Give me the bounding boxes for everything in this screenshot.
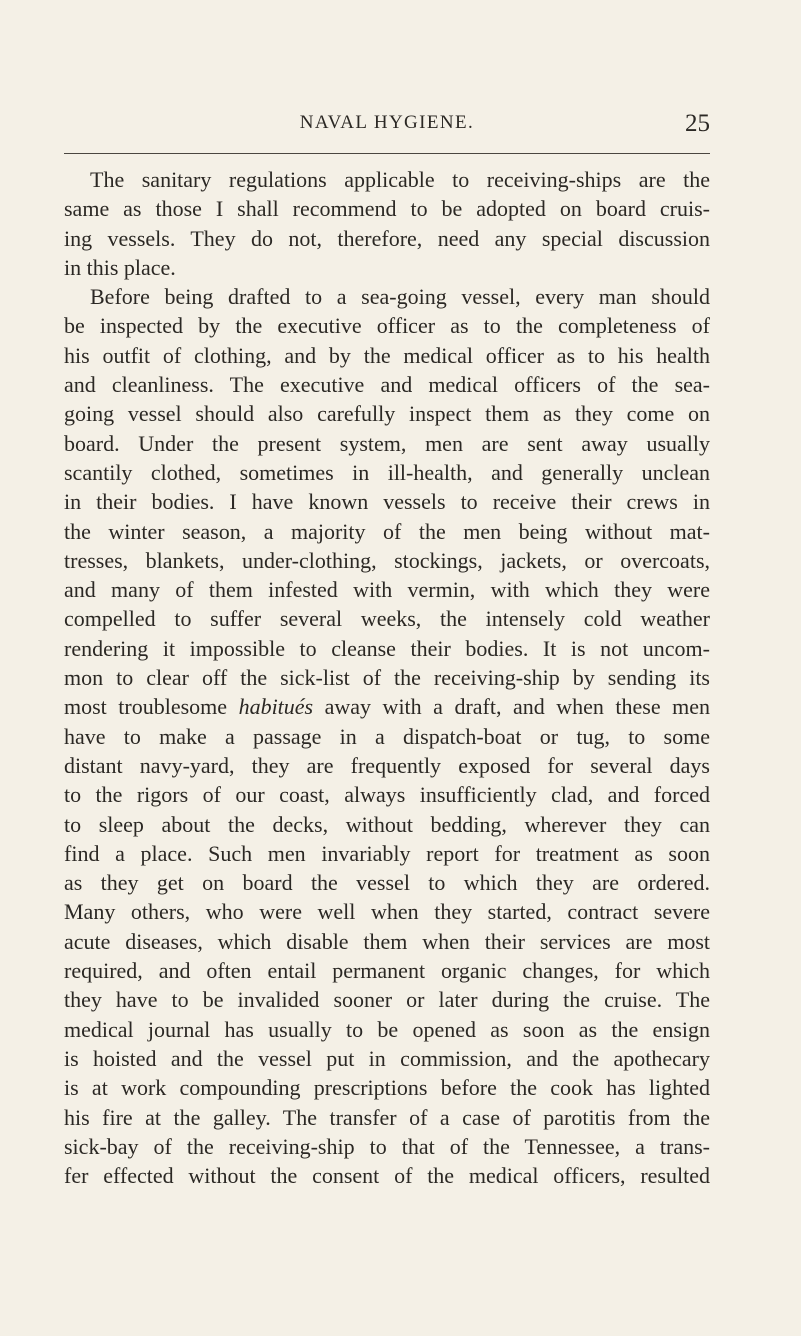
text-line: as they get on board the vessel to which they are ordered.: [64, 870, 710, 896]
body-text: [64, 165, 710, 1190]
paragraph-drafting: [64, 282, 710, 1190]
text-line: is hoisted and the vessel put in commission, and the apothecary: [64, 1045, 710, 1071]
text-fragment: away with a draft, and when these men: [313, 694, 710, 720]
text-line: to the rigors of our coast, always insufficiently clad, and forced: [64, 782, 710, 808]
text-line: is at work compounding prescriptions before the cook has lighted: [64, 1075, 710, 1101]
page-number: 25: [685, 110, 710, 137]
text-line: The sanitary regulations applicable to receiving-ships are the: [90, 167, 710, 192]
text-line: to sleep about the decks, without bedding, wherever they can: [64, 811, 710, 837]
text-line: same as those I shall recommend to be adopted on board cruis-: [64, 196, 710, 222]
text-line: and many of them infested with vermin, with which they were: [64, 577, 710, 603]
text-line: have to make a passage in a dispatch-boat or tug, to some: [64, 723, 710, 749]
text-line: scantily clothed, sometimes in ill-health, and generally unclean: [64, 459, 710, 485]
text-line: his fire at the galley. The transfer of a case of parotitis from the: [64, 1104, 710, 1130]
text-line: acute diseases, which disable them when their services are most: [64, 928, 710, 954]
text-fragment: most troublesome: [64, 694, 239, 720]
text-line: medical journal has usually to be opened as soon as the ensign: [64, 1016, 710, 1042]
text-line: compelled to suffer several weeks, the intensely cold weather: [64, 606, 710, 632]
text-line: mon to clear off the sick-list of the receiving-ship by sending its: [64, 665, 710, 691]
text-line: tresses, blankets, under-clothing, stockings, jackets, or overcoats,: [64, 547, 710, 573]
text-line: they have to be invalided sooner or later during the cruise. The: [64, 987, 710, 1013]
running-head-title: NAVAL HYGIENE.: [299, 112, 475, 133]
text-line: distant navy-yard, they are frequently exposed for several days: [64, 752, 710, 778]
text-line: his outfit of clothing, and by the medical officer as to his health: [64, 342, 710, 368]
text-line: rendering it impossible to cleanse their bodies. It is not uncom-: [64, 635, 710, 661]
text-line: required, and often entail permanent organic changes, for which: [64, 958, 710, 984]
text-line: find a place. Such men invariably report for treatment as soon: [64, 840, 710, 866]
text-line: be inspected by the executive officer as to the completeness of: [64, 313, 710, 339]
running-head: [64, 110, 710, 142]
text-line: fer effected without the consent of the medical officers, resulted: [64, 1163, 710, 1189]
text-line: ing vessels. They do not, therefore, need any special discussion: [64, 225, 710, 251]
italic-term-habitues: habitués: [238, 694, 314, 720]
text-line: going vessel should also carefully inspect them as they come on: [64, 401, 710, 427]
text-line: Before being drafted to a sea-going vessel, every man should: [90, 284, 710, 310]
text-line: Many others, who were well when they started, contract severe: [64, 899, 710, 925]
text-line: in this place.: [64, 254, 176, 280]
text-line: and cleanliness. The executive and medical officers of the sea-: [64, 372, 710, 398]
text-line-habitues: [64, 692, 710, 721]
text-line: in their bodies. I have known vessels to receive their crews in: [64, 489, 710, 515]
paragraph-receiving-ships: [64, 165, 710, 282]
text-line: the winter season, a majority of the men being without mat-: [64, 518, 710, 544]
text-line: board. Under the present system, men are sent away usually: [64, 430, 710, 456]
text-line: sick-bay of the receiving-ship to that of the Tennessee, a trans-: [64, 1133, 710, 1159]
header-rule: [64, 153, 710, 154]
